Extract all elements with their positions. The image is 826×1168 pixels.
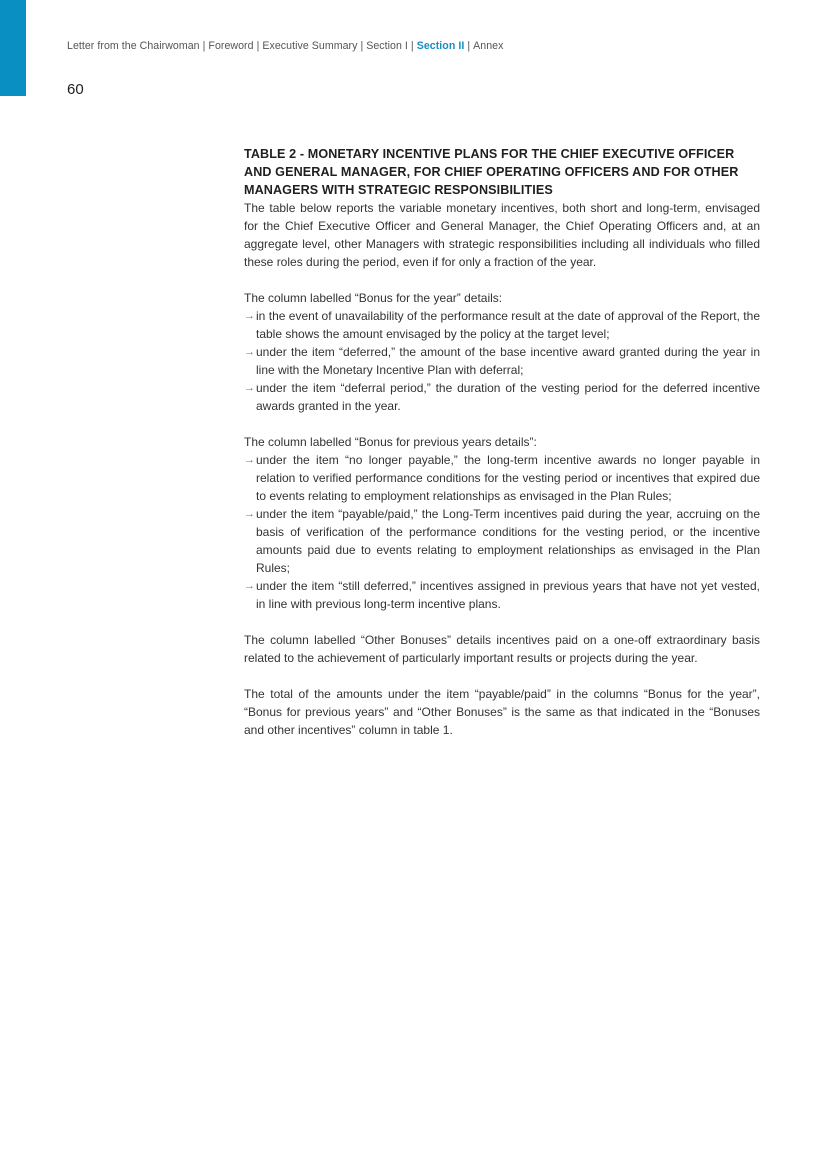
- arrow-right-icon: →: [244, 454, 255, 466]
- list-item: → under the item “deferred,” the amount of the base incentive award granted during the year in line with the Monetary Incentive Plan with deferral;: [244, 345, 760, 377]
- main-content: [244, 145, 760, 739]
- nav-foreword[interactable]: Foreword: [208, 40, 254, 52]
- list-item: → under the item “deferral period,” the duration of the vesting period for the deferred incentive awards granted in the year.: [244, 381, 760, 413]
- total-note-paragraph: The total of the amounts under the item “payable/paid” in the columns “Bonus for the year”, “Bonus for previous years” and “Other Bonuses” is the same as that indicated in the “Bonuses and other incentives” column in table 1.: [244, 687, 760, 737]
- bonus-year-list: [244, 307, 760, 415]
- nav-separator: |: [410, 40, 414, 52]
- other-bonuses-paragraph: The column labelled “Other Bonuses” details incentives paid on a one-off extraordinary basis related to the achievement of particularly important results or projects during the year.: [244, 633, 760, 665]
- nav-letter-chairwoman[interactable]: Letter from the Chairwoman: [67, 40, 200, 52]
- nav-executive-summary[interactable]: Executive Summary: [262, 40, 358, 52]
- nav-separator: |: [256, 40, 260, 52]
- nav-separator: |: [467, 40, 471, 52]
- nav-separator: |: [202, 40, 206, 52]
- list-item: → under the item “no longer payable,” the long-term incentive awards no longer payable in relation to verified performance conditions for the vesting period or incentives that expired due to events relating to employment relationships as envisaged in the Plan Rules;: [244, 453, 760, 503]
- list-item: → under the item “still deferred,” incentives assigned in previous years that have not yet vested, in line with previous long-term incentive plans.: [244, 579, 760, 611]
- arrow-right-icon: →: [244, 382, 255, 394]
- bonus-previous-list: [244, 451, 760, 613]
- list-item: → under the item “payable/paid,” the Long-Term incentives paid during the year, accruing on the basis of verification of the performance conditions for the vesting period, or the incentive amounts paid due to events relating to employment relationships as envisaged in the Plan Rules;: [244, 507, 760, 575]
- arrow-right-icon: →: [244, 310, 255, 322]
- nav-section-2[interactable]: Section II: [416, 40, 465, 52]
- arrow-right-icon: →: [244, 580, 255, 592]
- arrow-right-icon: →: [244, 508, 255, 520]
- section-title: TABLE 2 - MONETARY INCENTIVE PLANS FOR THE CHIEF EXECUTIVE OFFICER AND GENERAL MANAGER, FOR CHIEF OPERATING OFFICERS AND FOR OTHER MANAGERS WITH STRATEGIC RESPONSIBILITIES: [244, 147, 739, 197]
- nav-section-1[interactable]: Section I: [366, 40, 408, 52]
- bonus-previous-lead: The column labelled “Bonus for previous years details”:: [244, 435, 537, 449]
- arrow-right-icon: →: [244, 346, 255, 358]
- bonus-year-lead: The column labelled “Bonus for the year” details:: [244, 291, 503, 305]
- breadcrumb-nav: [67, 40, 503, 52]
- edge-accent-bar: [0, 0, 26, 96]
- nav-annex[interactable]: Annex: [473, 40, 504, 52]
- page-number: 60: [67, 81, 84, 98]
- list-item: → in the event of unavailability of the performance result at the date of approval of the Report, the table shows the amount envisaged by the policy at the target level;: [244, 309, 760, 341]
- nav-separator: |: [360, 40, 364, 52]
- intro-paragraph: The table below reports the variable monetary incentives, both short and long-term, envisaged for the Chief Executive Officer and General Manager, the Chief Operating Officers and, at an aggregate level, other Managers with strategic responsibilities including all individuals who filled these roles during the period, even if for only a fraction of the year.: [244, 201, 760, 269]
